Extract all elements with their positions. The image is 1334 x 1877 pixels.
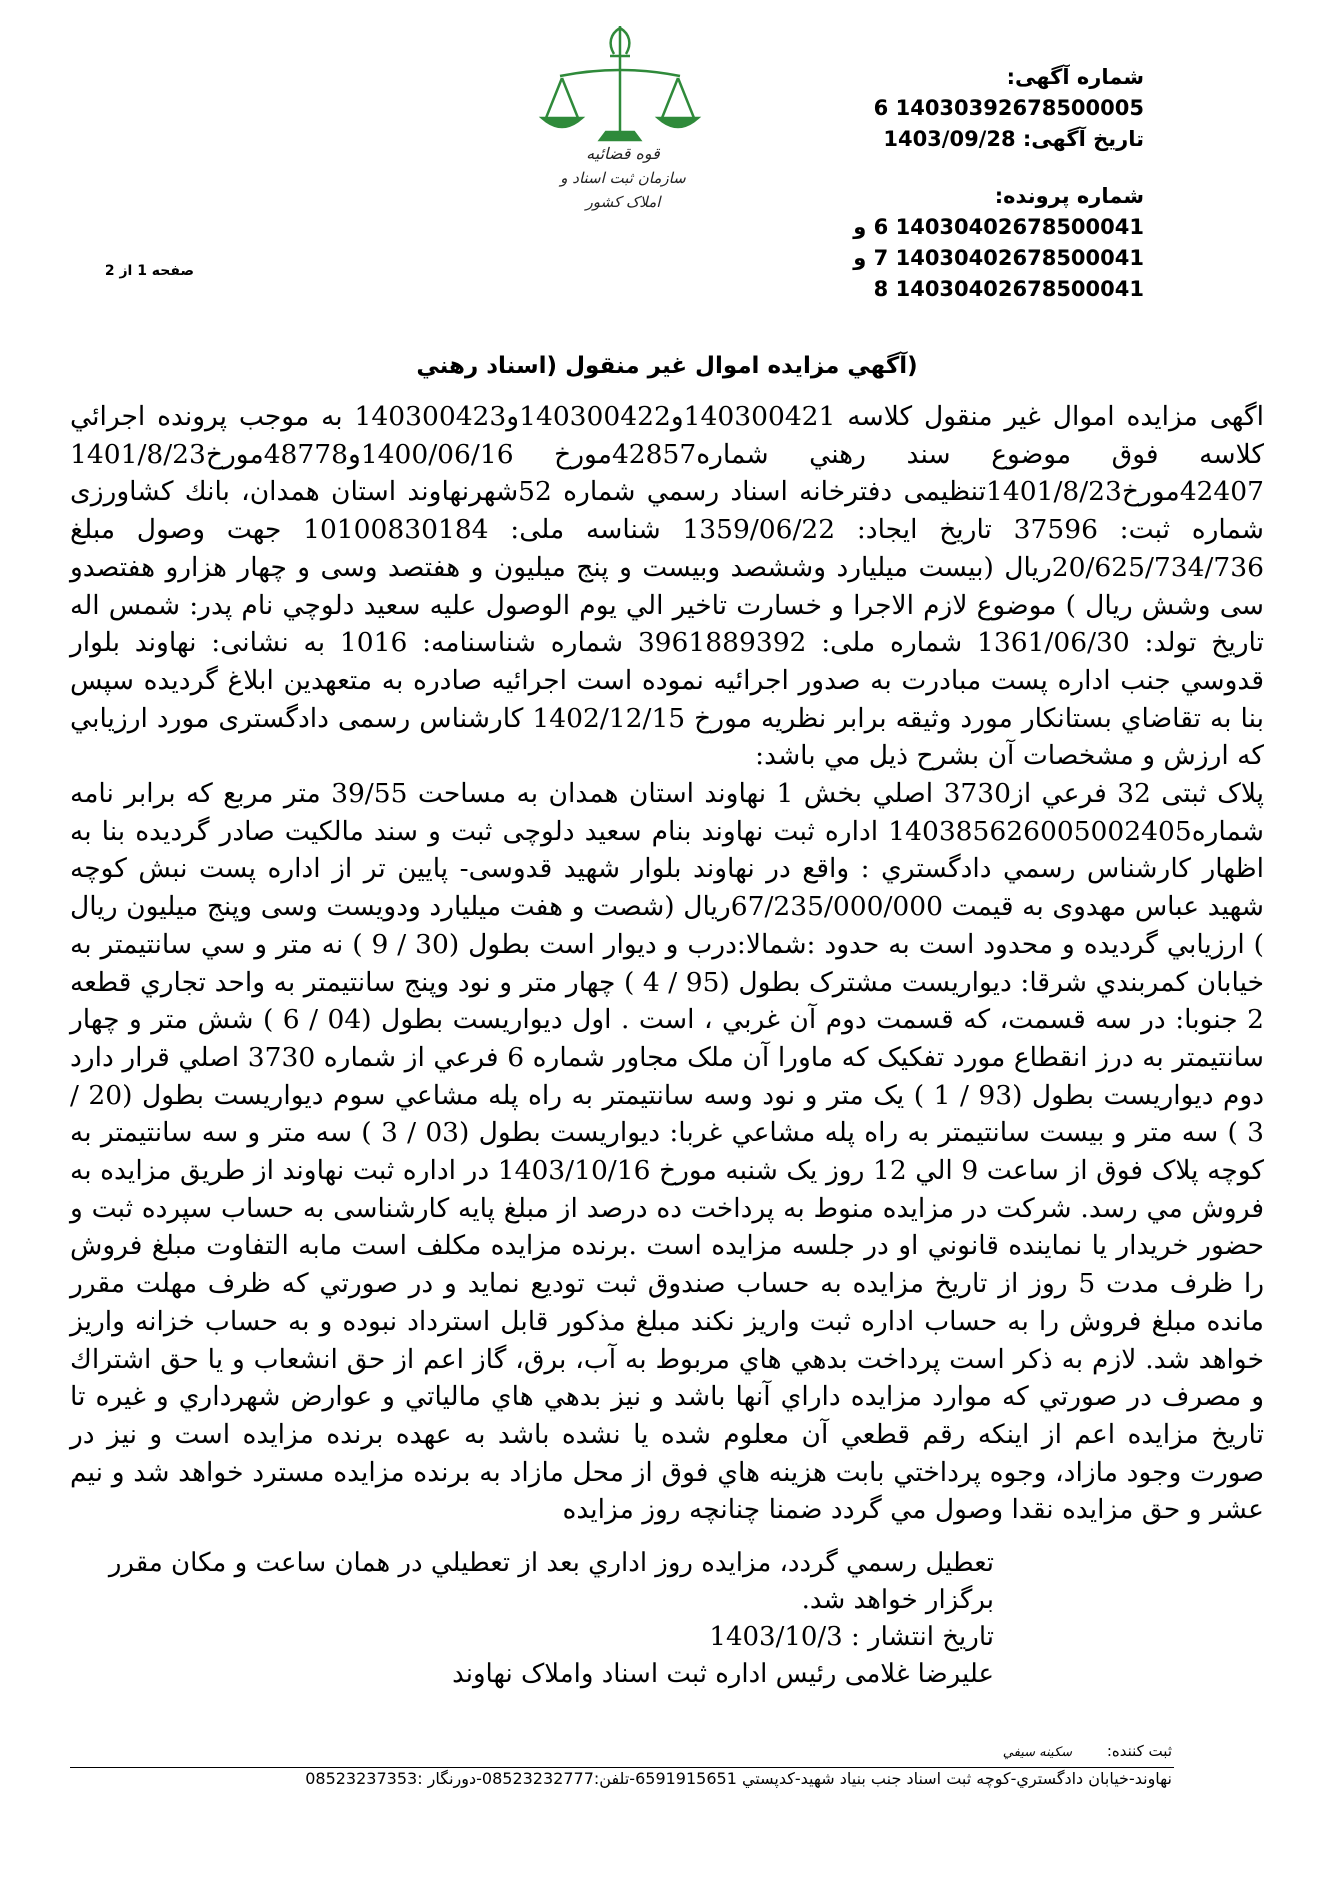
case-number-2: 14030402678500041 7 و [853,246,1144,270]
closing-block [60,1545,994,1693]
document-title: (آگهي مزايده اموال غير منقول (اسناد رهني [416,353,918,379]
signatory: عليرضا غلامی رئيس اداره ثبت اسناد واملاک نهاوند [452,1659,994,1689]
publication-date: تاريخ انتشار : 1403/10/3 [709,1622,994,1652]
notice-number-label: شماره آگهی: [1006,65,1144,89]
body-paragraph: اگهی مزايده اموال غير منقول كلاسه 140300421و140300422و140300423 به موجب پرونده اجرائي كلاسه فوق موضوع سند رهني شماره42857مورخ 1400/06/16و48778مورخ1401/8/23 42407مورخ1401/8/23تنظيمی دفترخانه اسناد رسمي شماره 52شهرنهاوند استان همدان، بانك كشاورزی شماره ثبت: 37596 تاريخ ايجاد: 1359/06/22 شناسه ملی: 10100830184 جهت وصول مبلغ 20/625/734/736ريال (بيست ميليارد وششصد وبيست و پنج ميليون و هفتصد وسی و چهار هزارو هفتصدو سی وشش ريال ) موضوع لازم الاجرا و خسارت تاخير الي يوم الوصول عليه سعيد دلوچي نام پدر: شمس اله تاريخ تولد: 1361/06/30 شماره ملی: 3961889392 شماره شناسنامه: 1016 به نشانی: نهاوند بلوار قدوسي جنب اداره پست مبادرت به صدور اجرائيه نموده است اجرائيه صادره به متعهدين ابلاغ گرديده سپس بنا به تقاضاي بستانكار مورد وثيقه برابر نظريه مورخ 1402/12/15 كارشناس رسمی دادگستری مورد ارزيابي كه ارزش و مشخصات آن بشرح ذيل مي باشد: [70,401,1265,772]
notice-date-row [764,124,1144,155]
case-number-3: 14030402678500041 8 [873,277,1144,301]
notice-date-label: تاریخ آگهی: [1022,127,1144,151]
case-number-label: شماره پرونده: [994,184,1144,208]
emblem-caption-line-2: سازمان ثبت اسناد و املاک كشور [560,169,686,211]
notice-date: 1403/09/28 [883,127,1016,151]
case-number-row [764,181,1144,243]
emblem-caption [548,142,698,214]
closing-line: تعطيل رسمي گردد، مزايده روز اداري بعد از تعطيلي در همان ساعت و مكان مقرر برگزار خواهد شد. [108,1548,994,1615]
recorder [1003,1742,1172,1760]
body-paragraph: پلاک ثبتی 32 فرعي از3730 اصلي بخش 1 نهاوند استان همدان به مساحت 39/55 متر مربع كه برابر نامه شماره140385626005002405 اداره ثبت نهاوند بنام سعيد دلوچی ثبت و سند مالكيت صادر گرديده بنا به اظهار كارشناس رسمي دادگستري : واقع در نهاوند بلوار شهيد قدوسی- پايين تر از اداره پست نبش كوچه شهيد عباس مهدوی به قيمت 67/235/000/000ريال (شصت و هفت ميليارد ودويست وسی وپنج ميليون ريال ) ارزيابي گرديده و محدود است به حدود :شمالا:درب و ديوار است بطول (30 / 9 ) نه متر و سي سانتيمتر به خيابان كمربندي شرقا: ديواريست مشترک بطول (95 / 4 ) چهار متر و نود وپنج سانتيمتر به واحد تجاري قطعه 2 جنوبا: در سه قسمت، كه قسمت دوم آن غربي ، است . اول ديواريست بطول (04 / 6 ) شش متر و چهار سانتيمتر به درز انقطاع مورد تفكيک كه ماورا آن ملک مجاور شماره 6 فرعي از شماره 3730 اصلي قرار دارد دوم ديواريست بطول (93 / 1 ) يک متر و نود وسه سانتيمتر به راه پله مشاعي سوم ديواريست بطول (20 / 3 ) سه متر و بيست سانتيمتر به راه پله مشاعي غربا: ديواريست بطول (03 / 3 ) سه متر و سه سانتيمتر به كوچه پلاک فوق از ساعت 9 الي 12 روز يک شنبه مورخ 1403/10/16 در اداره ثبت نهاوند از طريق مزايده به فروش مي رسد. شركت در مزايده منوط به پرداخت ده درصد از مبلغ پايه كارشناسی به حساب سپرده ثبت و حضور خريدار يا نماينده قانوني او در جلسه مزايده است .برنده مزايده مكلف است مابه التفاوت مبلغ فروش را ظرف مدت 5 روز از تاريخ مزايده به حساب صندوق ثبت توديع نمايد و در صورتي كه ظرف مهلت مقرر مانده مبلغ فروش را به حساب اداره ثبت واريز نكند مبلغ مذكور قابل استرداد نبوده و به حساب خزانه واريز خواهد شد. لازم به ذكر است پرداخت بدهي هاي مربوط به آب، برق، گاز اعم از حق انشعاب و يا حق اشتراك و مصرف در صورتي كه موارد مزايده داراي آنها باشد و نيز بدهي هاي مالياتي و عوارض شهرداري و غيره تا تاريخ مزايده اعم از اينكه رقم قطعي آن معلوم شده يا نشده باشد به عهده برنده مزايده است و نيز در صورت وجود مازاد، وجوه پرداختي بابت هزينه هاي فوق از محل مازاد به برنده مزايده مسترد خواهد شد و نيم عشر و حق مزايده نقدا وصول مي گردد ضمنا چنانچه روز مزايده [70,778,1265,1526]
emblem-caption-line-1: قوه قضائيه [586,144,660,163]
case-number-1: 14030402678500041 6 و [853,215,1144,239]
footer-divider [70,1767,1174,1768]
page-number: صفحه 1 از 2 [104,263,194,279]
recorder-name: سكينه سيفي [1002,1745,1073,1760]
footer-address: نهاوند-خيابان دادگستري-كوچه ثبت اسناد جنب بنياد شهيد-كدپستي 6591915651-تلفن:08523232777-دورنگار :08523237353 [305,1769,1172,1788]
notice-number: 14030392678500005 6 [873,96,1144,120]
notice-number-row [764,62,1144,124]
notice-body [70,398,1264,1529]
notice-header [764,62,1144,305]
recorder-label: ثبت كننده: [1106,1742,1172,1760]
